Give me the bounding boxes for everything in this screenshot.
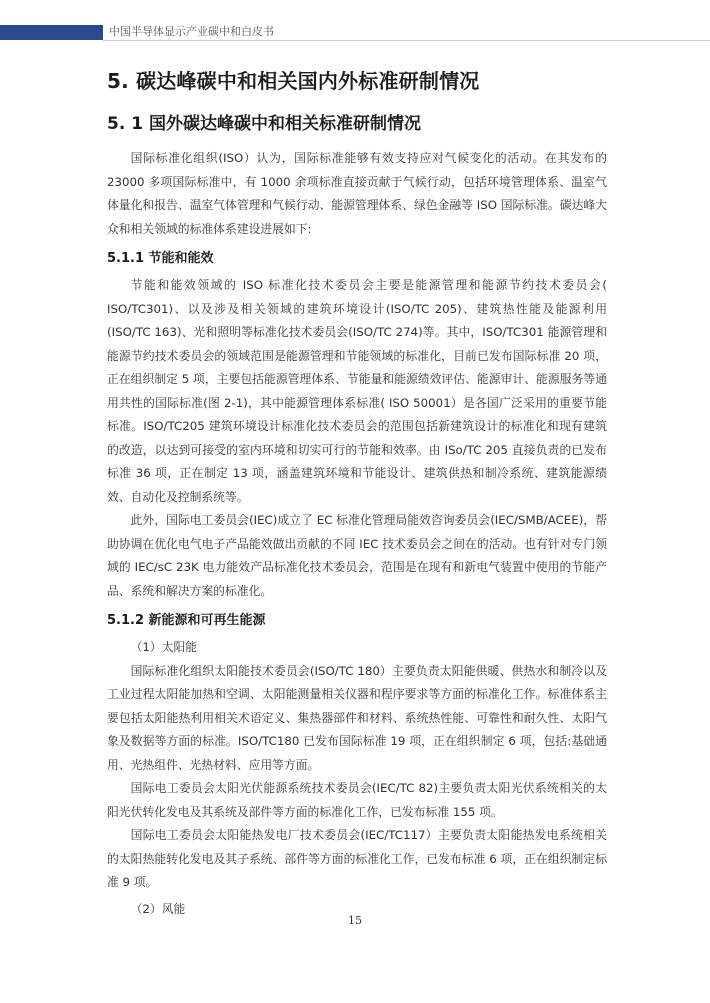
paragraph-iec-tc117: 国际电工委员会太阳能热发电厂技术委员会(IEC/TC117）主要负责太阳能热发电系统相关的太阳热能转化发电及其子系统、部件等方面的标准化工作，已发布标准 6 项，正在组织制定标准 9 项。 xyxy=(107,828,607,889)
subsection-heading: 5. 1 国外碳达峰碳中和相关标准研制情况 xyxy=(107,114,421,134)
paragraph-iec-tc82: 国际电工委员会太阳光伏能源系统技术委员会(IEC/TC 82)主要负责太阳光伏系统相关的太阳光伏转化发电及其系统及部件等方面的标准化工作，已发布标准 155 项。 xyxy=(107,781,607,819)
paragraph-iec-efficiency: 此外，国际电工委员会(IEC)成立了 EC 标准化管理局能效咨询委员会(IEC/SMB/ACEE)，帮助协调在优化电气电子产品能效做出贡献的不同 IEC 技术委员会之间在的活动。也有针对专门领域的 IEC/sC 23K 电力能效产品标准化技术委员会，范围是在现有和新电气装置中使用的节能产品、系统和解决方案的标准化。 xyxy=(107,513,607,598)
list-item-wind: （2）风能 xyxy=(130,901,186,916)
paragraph-iso-tc180: 国际标准化组织太阳能技术委员会(ISO/TC 180）主要负责太阳能供暖、供热水和制冷以及工业过程太阳能加热和空调、太阳能测量相关仪器和程序要求等方面的标准化工作。标准体系主要包括太阳能热利用相关术语定义、集热器部件和材料、系统热性能、可靠性和耐久性、太阳气象及数据等方面的标准。ISO/TC180 已发布国际标准 19 项，正在组织制定 6 项，包括:基础通用、光热组件、光热材料、应用等方面。 xyxy=(107,663,607,772)
header-divider xyxy=(103,40,710,41)
paragraph-energy-saving: 节能和能效领域的 ISO 标准化技术委员会主要是能源管理和能源节约技术委员会( ISO/TC301)、以及涉及相关领域的建筑环境设计(ISO/TC 205)、建筑热性能及能源利用(ISO/TC 163)、光和照明等标准化技术委员会(ISO/TC 274)等。其中，ISO/TC301 能源管理和能源节约技术委员会的领域范围是能源管理和节能领域的标准化，目前已发布国际标准 20 项，正在组织制定 5 项，主要包括能源管理体系、节能量和能源绩效评估、能源审计、能源服务等通用共性的国际标准(图 2-1)，其中能源管理体系标准( ISO 50001）是各国广泛采用的重要节能标准。ISO/TC205 建筑环境设计标准化技术委员会的范围包括新建筑设计的标准化和现有建筑的改造，以达到可接受的室内环境和切实可行的节能和效率。由 ISo/TC 205 直接负责的已发布标准 36 项，正在制定 13 项，涵盖建筑环境和节能设计、建筑供热和制冷系统、建筑能源绩效、自动化及控制系统等。 xyxy=(107,278,607,504)
page-body xyxy=(107,66,607,921)
heading-5-1-1: 5.1.1 节能和能效 xyxy=(107,251,214,266)
section-heading: 5. 碳达峰碳中和相关国内外标准研制情况 xyxy=(107,69,480,93)
list-item-solar: （1）太阳能 xyxy=(130,640,198,654)
running-header-title: 中国半导体显示产业碳中和白皮书 xyxy=(109,25,274,38)
heading-5-1-2: 5.1.2 新能源和可再生能源 xyxy=(107,613,266,628)
header-accent-bar xyxy=(0,25,103,40)
intro-paragraph: 国际标准化组织(ISO）认为，国际标准能够有效支持应对气候变化的活动。在其发布的 23000 多项国际标准中，有 1000 余项标准直接贡献于气候行动，包括环境管理体系、温室气体量化和报告、温室气体管理和气候行动、能源管理体系、绿色金融等 ISO 国际标准。碳达峰大众和相关领域的标准体系建设进展如下: xyxy=(107,151,607,236)
page-number: 15 xyxy=(348,914,362,927)
